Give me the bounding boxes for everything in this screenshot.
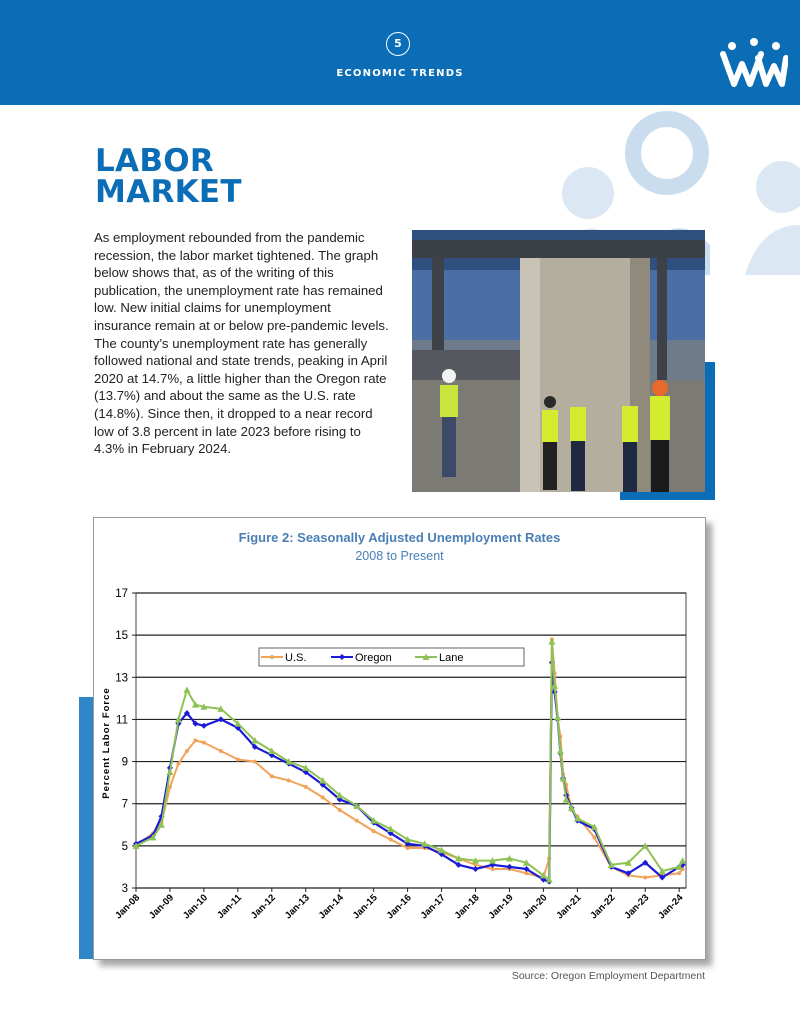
x-tick-label: Jan-17 (418, 892, 448, 922)
y-tick-label: 11 (116, 714, 128, 727)
data-point (270, 774, 274, 778)
unemployment-chart (93, 517, 706, 960)
logo-icon (720, 38, 788, 88)
header-banner (0, 0, 800, 105)
x-tick-label: Jan-14 (316, 892, 346, 922)
x-tick-label: Jan-23 (622, 892, 652, 922)
x-tick-label: Jan-24 (656, 892, 686, 922)
data-point (321, 795, 325, 799)
x-tick-label: Jan-15 (350, 892, 380, 922)
data-point (193, 739, 197, 743)
data-point (185, 749, 189, 753)
legend-label: Lane (439, 652, 464, 664)
y-tick-label: 7 (121, 798, 128, 811)
section-label: ECONOMIC TRENDS (336, 68, 464, 79)
x-tick-label: Jan-13 (282, 892, 312, 922)
page-title (95, 143, 242, 210)
chart-subtitle: 2008 to Present (355, 549, 444, 563)
legend-label: Oregon (355, 652, 392, 664)
y-tick-label: 15 (115, 630, 128, 643)
x-tick-label: Jan-09 (147, 892, 177, 922)
site-visit-photo (412, 230, 705, 492)
body-paragraph: As employment rebounded from the pandemic recession, the labor market tightened. The graph below shows that, as of the writing of this publication, the unemployment rate has remained low. New initial claims for unemployment insurance remain at or below pre-pandemic levels. The county’s unemployment rate has generally followed national and state trends, peaking in April 2020 at 14.7%, a little higher than the Oregon rate (13.7%) and about the same as the U.S. rate (14.8%). Since then, it dropped to a near record low of 3.8 percent in late 2023 before rising to 4.3% in February 2024. (94, 230, 389, 457)
data-point (677, 871, 681, 875)
x-tick-label: Jan-20 (520, 892, 550, 922)
data-point (372, 829, 376, 833)
data-point (304, 785, 308, 789)
legend-swatch-marker (270, 655, 274, 659)
x-tick-label: Jan-10 (180, 892, 211, 922)
data-point (219, 749, 223, 753)
chart-accent-bar (79, 697, 93, 959)
x-tick-label: Jan-11 (215, 892, 244, 922)
y-axis-label: Percent Labor Force (101, 687, 112, 799)
chart-title: Figure 2: Seasonally Adjusted Unemployment Rates (238, 530, 561, 545)
data-point (355, 819, 359, 823)
legend-label: U.S. (285, 652, 307, 664)
y-tick-label: 9 (121, 756, 128, 769)
source-note: Source: Oregon Employment Department (511, 970, 705, 982)
chart-plot (94, 518, 705, 959)
data-point (338, 808, 342, 812)
y-tick-label: 13 (115, 672, 128, 685)
x-tick-label: Jan-12 (248, 892, 278, 922)
y-tick-label: 3 (121, 883, 128, 895)
x-tick-label: Jan-19 (486, 892, 516, 922)
title-line-1: LABOR (95, 143, 215, 179)
y-tick-label: 17 (115, 588, 128, 600)
data-point (592, 835, 596, 839)
title-line-2: MARKET (95, 174, 242, 210)
x-tick-label: Jan-18 (452, 892, 482, 922)
data-point (253, 760, 257, 764)
x-tick-label: Jan-08 (113, 892, 143, 922)
data-point (287, 779, 291, 783)
data-point (389, 838, 393, 842)
x-tick-label: Jan-21 (554, 892, 584, 922)
x-tick-label: Jan-22 (588, 892, 618, 922)
data-point (643, 875, 647, 879)
data-point (176, 762, 180, 766)
data-point (202, 741, 206, 745)
page-number: 5 (386, 32, 410, 56)
y-tick-label: 5 (121, 840, 128, 853)
x-tick-label: Jan-16 (384, 892, 414, 922)
data-point (236, 757, 240, 761)
